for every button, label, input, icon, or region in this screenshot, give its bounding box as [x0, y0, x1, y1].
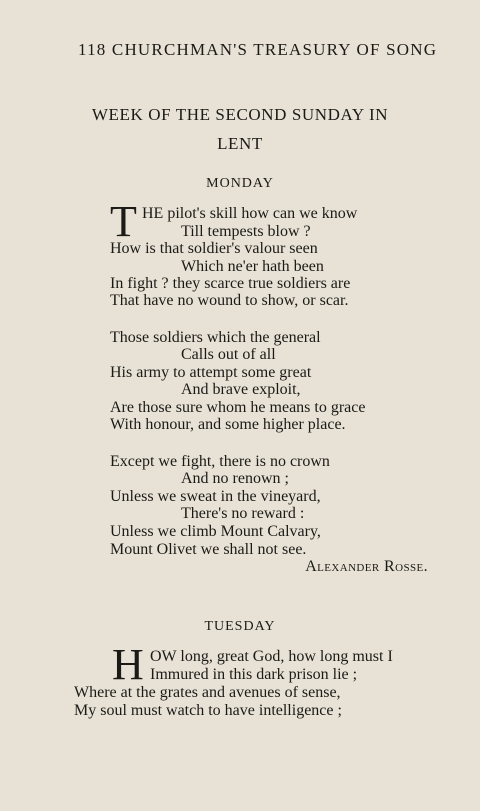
section-title-line-1: WEEK OF THE SECOND SUNDAY IN: [91, 105, 389, 124]
poem-line: Which ne'er hath been: [181, 258, 324, 275]
poem-line: Immured in this dark prison lie ;: [150, 666, 358, 683]
monday-dropcap: T: [110, 197, 137, 246]
poem-line: How is that soldier's valour seen: [110, 240, 318, 257]
poem-line: Calls out of all: [181, 346, 276, 363]
running-head: 118 CHURCHMAN'S TREASURY OF SONG: [78, 40, 438, 59]
tuesday-heading: TUESDAY: [204, 619, 276, 634]
poem-line: Where at the grates and avenues of sense,: [74, 684, 341, 701]
poem-line: Except we fight, there is no crown: [110, 453, 330, 470]
monday-heading: MONDAY: [206, 176, 274, 191]
section-title-line-2: LENT: [217, 134, 263, 153]
poem-line: In fight ? they scarce true soldiers are: [110, 275, 351, 292]
poem-line: Unless we climb Mount Calvary,: [110, 523, 321, 540]
poem-line: HE pilot's skill how can we know: [142, 205, 358, 222]
poem-line: OW long, great God, how long must I: [150, 648, 393, 665]
tuesday-dropcap: H: [112, 640, 144, 689]
poem-line: Those soldiers which the general: [110, 329, 321, 346]
poem-line: And brave exploit,: [181, 381, 301, 398]
poem-author: Alexander Rosse.: [305, 558, 428, 575]
poem-line: His army to attempt some great: [110, 364, 312, 381]
poem-line: There's no reward :: [181, 505, 305, 522]
poem-line: Unless we sweat in the vineyard,: [110, 488, 321, 505]
poem-line: Are those sure whom he means to grace: [110, 399, 366, 416]
poem-line: That have no wound to show, or scar.: [110, 292, 349, 309]
poem-line: And no renown ;: [181, 470, 289, 487]
poem-line: With honour, and some higher place.: [110, 416, 346, 433]
poem-line: My soul must watch to have intelligence ;: [74, 702, 342, 719]
poem-line: Till tempests blow ?: [181, 223, 311, 240]
poem-line: Mount Olivet we shall not see.: [110, 541, 307, 558]
